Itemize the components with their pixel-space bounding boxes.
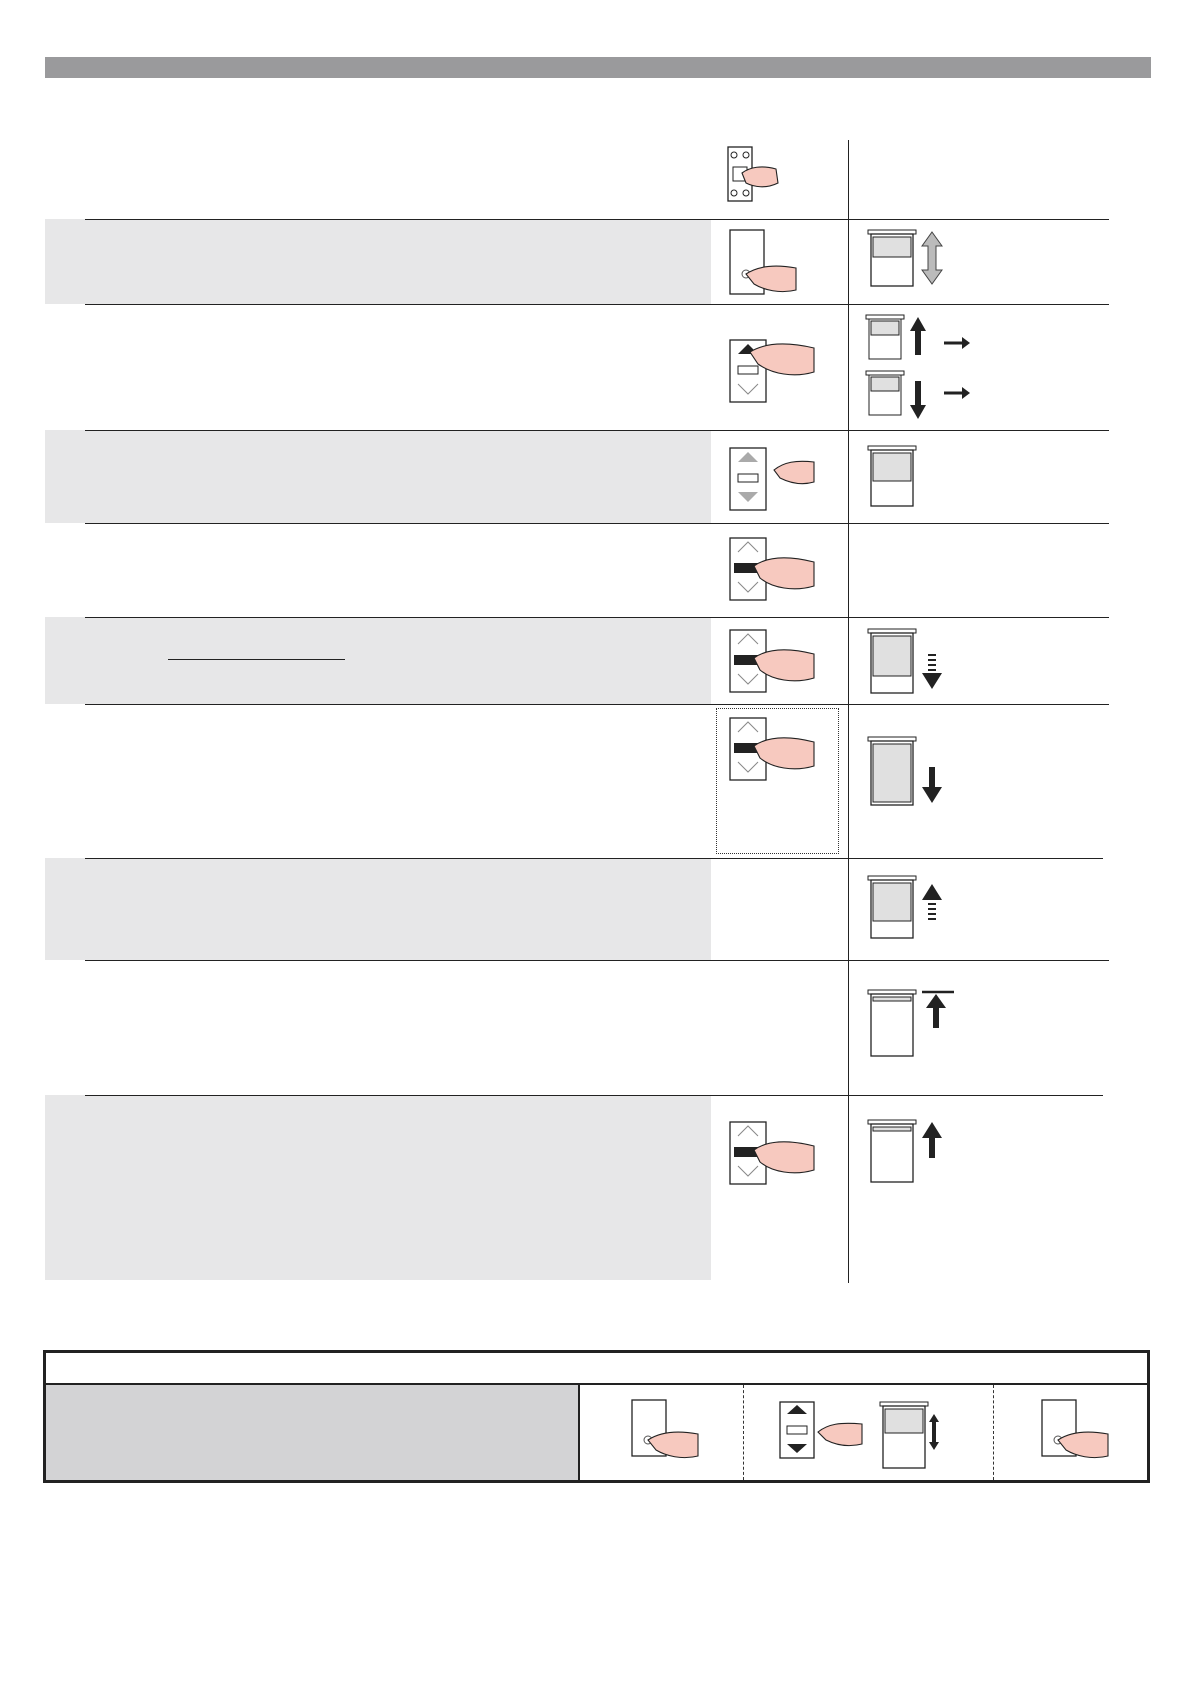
- shutter-jog-up-icon: [866, 874, 946, 940]
- row-divider: [85, 858, 1103, 859]
- row-divider: [85, 704, 1109, 705]
- section-header-bar: [45, 57, 1151, 78]
- transmitter-and-shutter-icon: [778, 1400, 938, 1470]
- transmitter-up-press-icon: [728, 338, 818, 404]
- step-6-shade: [45, 617, 711, 704]
- transmitter-stop-press-icon: [728, 536, 818, 602]
- step-8-shade: [45, 858, 711, 960]
- shutter-up-limit-icon: [866, 988, 956, 1058]
- wall-button-press-icon: [728, 228, 800, 298]
- transmitter-release-icon: [728, 446, 818, 512]
- circuit-breaker-icon: [722, 143, 784, 205]
- step-2-shade: [45, 219, 711, 304]
- shutter-up-down-direction-icon: [866, 315, 976, 421]
- column-divider: [848, 140, 849, 1283]
- wall-button-press-icon: [630, 1398, 702, 1468]
- row-divider: [85, 523, 1109, 524]
- step-10-shade: [45, 1095, 711, 1280]
- cell-divider: [993, 1385, 994, 1480]
- summary-box-grey-cell: [46, 1385, 580, 1480]
- row-divider: [85, 304, 1109, 305]
- transmitter-stop-press-icon: [728, 1120, 818, 1186]
- row-divider: [85, 1095, 1103, 1096]
- shutter-down-icon: [866, 735, 946, 807]
- transmitter-stop-press-icon: [728, 716, 818, 782]
- summary-box-header: [46, 1353, 1147, 1385]
- row-divider: [85, 960, 1109, 961]
- shutter-jog-down-icon: [866, 627, 946, 695]
- row-divider: [85, 430, 1109, 431]
- summary-box: [43, 1350, 1150, 1483]
- wall-button-press-icon: [1040, 1398, 1112, 1468]
- transmitter-stop-press-icon: [728, 628, 818, 694]
- shutter-up-down-icon: [866, 228, 946, 288]
- step-4-shade: [45, 430, 711, 523]
- row-divider: [85, 219, 1109, 220]
- cell-divider: [743, 1385, 744, 1480]
- row-divider: [85, 617, 1109, 618]
- shutter-up-icon: [866, 1118, 946, 1184]
- shutter-stop-icon: [866, 444, 920, 508]
- emphasis-underline: [168, 659, 345, 660]
